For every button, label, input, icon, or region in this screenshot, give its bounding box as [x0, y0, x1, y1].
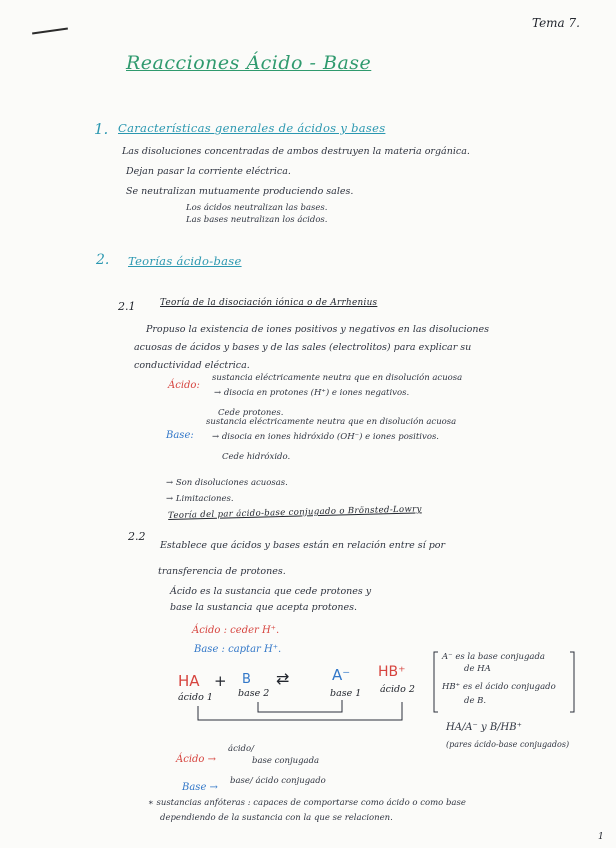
bullet-item: Los ácidos neutralizan las bases. [186, 203, 328, 213]
side-note: A⁻ es la base conjugada [442, 652, 545, 662]
page-number: 1 [598, 832, 604, 842]
acid-result: base conjugada [252, 756, 320, 766]
species-label: base 2 [238, 688, 270, 699]
text-line: Cede hidróxido. [222, 452, 291, 462]
conjugate-pairs-note: (pares ácido-base conjugados) [446, 740, 570, 749]
base-arrow: Base → [182, 782, 218, 793]
note-item: → Limitaciones. [166, 494, 234, 504]
text-line: base la sustancia que acepta protones. [170, 602, 358, 613]
text-line: → disocia en iones hidróxido (OH⁻) e iones positivos. [212, 432, 440, 442]
section-number: 1. [94, 120, 109, 138]
text-line: sustancia eléctricamente neutra que en disolución acuosa [212, 373, 463, 383]
acid-rule: Ácido : ceder H⁺. [192, 625, 280, 636]
amphoteric-note: dependiendo de la sustancia con la que se relacionen. [160, 813, 393, 823]
side-note: HB⁺ es el ácido conjugado [442, 682, 556, 692]
base-rule: Base : captar H⁺. [194, 644, 282, 655]
equation-ha: HA [178, 672, 200, 690]
bullet-item: Las bases neutralizan los ácidos. [186, 215, 328, 225]
corner-pen-stroke [32, 28, 68, 35]
subsection-heading: Teoría del par ácido-base conjugado o Brönsted-Lowry [168, 504, 422, 521]
equation-a: A⁻ [332, 666, 351, 684]
text-line: conductividad eléctrica. [134, 360, 250, 371]
equilibrium-arrow-icon: ⇄ [276, 669, 290, 688]
text-line: transferencia de protones. [158, 566, 286, 577]
side-note: de B. [464, 696, 487, 706]
page-label: Tema 7. [532, 16, 580, 30]
text-line: Dejan pasar la corriente eléctrica. [126, 166, 291, 177]
text-line: Propuso la existencia de iones positivos y negativos en las disoluciones [146, 324, 489, 335]
equation-hb: HB⁺ [378, 664, 406, 680]
acid-result: ácido/ [228, 744, 254, 754]
species-label: ácido 1 [178, 692, 213, 703]
equation-b: B [242, 672, 251, 687]
text-line: Las disoluciones concentradas de ambos destruyen la materia orgánica. [122, 146, 470, 157]
species-label: base 1 [330, 688, 362, 699]
subsection-heading: Teoría de la disociación iónica o de Arrhenius [160, 298, 378, 308]
base-result: base/ ácido conjugado [230, 776, 326, 786]
equation-plus: + [214, 672, 227, 690]
text-line: acuosas de ácidos y bases y de las sales (electrolitos) para explicar su [134, 342, 472, 353]
subsection-number: 2.1 [118, 300, 136, 313]
conjugate-pairs: HA/A⁻ y B/HB⁺ [446, 722, 522, 733]
section-heading: Teorías ácido-base [128, 254, 242, 268]
base-label: Base: [166, 430, 194, 441]
text-line: Cede protones. [218, 408, 284, 418]
subsection-number: 2.2 [128, 530, 146, 543]
text-line: Establece que ácidos y bases están en relación entre sí por [160, 540, 446, 551]
text-line: Se neutralizan mutuamente produciendo sales. [126, 186, 354, 197]
note-item: → Son disoluciones acuosas. [166, 478, 288, 488]
acid-label: Ácido: [168, 380, 200, 391]
species-label: ácido 2 [380, 684, 415, 695]
text-line: → disocia en protones (H⁺) e iones negativos. [214, 388, 410, 398]
page-title: Reacciones Ácido - Base [126, 52, 372, 74]
text-line: sustancia eléctricamente neutra que en disolución acuosa [206, 417, 457, 427]
section-number: 2. [96, 252, 110, 268]
amphoteric-note: ∗ sustancias anfóteras : capaces de comportarse como ácido o como base [148, 798, 466, 808]
acid-arrow: Ácido → [176, 754, 216, 765]
section-heading: Características generales de ácidos y bases [118, 121, 386, 135]
text-line: Ácido es la sustancia que cede protones y [170, 586, 372, 597]
side-note: de HA [464, 664, 491, 674]
